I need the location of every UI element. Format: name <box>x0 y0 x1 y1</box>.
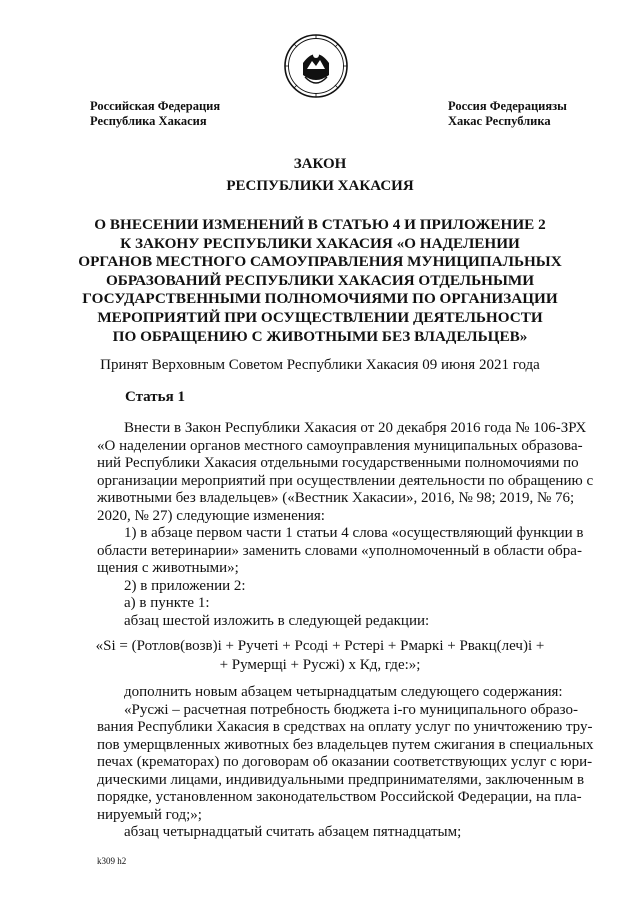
title-line: ПО ОБРАЩЕНИЮ С ЖИВОТНЫМИ БЕЗ ВЛАДЕЛЬЦЕВ» <box>112 327 528 345</box>
add-paragraph-line: дополнить новым абзацем четырнадцатым следующего содержания: <box>124 684 563 700</box>
text-line: щения с животными»; <box>97 560 239 576</box>
quote-line: дическими лицами, индивидуальными предпринимателями, заключенным в <box>97 771 585 788</box>
formula-line: «Si = (Ротлов(возв)i + Ручеті + Рсоді + Рстері + Рмаркі + Рвакц(леч)i + <box>95 638 545 654</box>
text-line: Внести в Закон Республики Хакасия от 20 декабря 2016 года № 106-ЗРХ <box>124 420 587 436</box>
article-heading: Статья 1 <box>125 389 185 405</box>
quote-line: порядке, установленном законодательством Российской Федерации, на пла- <box>97 789 582 805</box>
text-line: 1) в абзаце первом части 1 статьи 4 слова «осуществляющий функции в <box>124 525 584 541</box>
title-line: К ЗАКОНУ РЕСПУБЛИКИ ХАКАСИЯ «О НАДЕЛЕНИИ <box>120 234 520 252</box>
formula-line: + Румерщі + Русжі) х Кд, где:»; <box>219 656 421 673</box>
text-line: животными без владельцев» («Вестник Хакасии», 2016, № 98; 2019, № 76; <box>97 490 575 506</box>
title-line: ОБРАЗОВАНИЙ РЕСПУБЛИКИ ХАКАСИЯ ОТДЕЛЬНЫМИ <box>105 271 535 289</box>
renumber-line: абзац четырнадцатый считать абзацем пятнадцатым; <box>124 824 462 840</box>
text-line: «О наделении органов местного самоуправления муниципальных образова- <box>97 437 583 454</box>
header-left-line: Российская Федерация <box>90 99 221 113</box>
title-line: О ВНЕСЕНИИ ИЗМЕНЕНИЙ В СТАТЬЮ 4 И ПРИЛОЖЕНИЕ 2 <box>94 216 546 233</box>
quote-line: «Русжі – расчетная потребность бюджета і-го муниципального образо- <box>124 701 578 718</box>
footer-code: k309 h2 <box>97 856 127 866</box>
quote-line: нируемый год;»; <box>97 806 202 823</box>
header-right-line: Россия Федерациязы <box>448 99 567 113</box>
text-line: области ветеринарии» заменить словами «уполномоченный в области обра- <box>97 542 582 559</box>
adoption-note: Принят Верховным Советом Республики Хакасия 09 июня 2021 года <box>100 357 540 373</box>
header-left-line: Республика Хакасия <box>90 114 207 128</box>
title-line: ОРГАНОВ МЕСТНОГО САМОУПРАВЛЕНИЯ МУНИЦИПАЛЬНЫХ <box>78 253 562 271</box>
text-line: ний Республики Хакасия отдельными государственными полномочиями по <box>97 455 579 471</box>
document-title <box>0 216 640 346</box>
amendment-block <box>97 684 594 842</box>
document-kind-line: РЕСПУБЛИКИ ХАКАСИЯ <box>226 178 414 194</box>
quote-line: вания Республики Хакасия в средствах на оплату услуг по уничтожению тру- <box>97 719 593 735</box>
item-1-paragraph <box>97 525 584 630</box>
title-line: ГОСУДАРСТВЕННЫМИ ПОЛНОМОЧИЯМИ ПО ОРГАНИЗАЦИИ <box>82 290 558 308</box>
item-2a-instruction: абзац шестой изложить в следующей редакции: <box>124 612 430 629</box>
republic-emblem-icon <box>283 33 349 99</box>
document-kind <box>0 153 640 197</box>
text-line: организации мероприятий при осуществлении деятельности по обращению с <box>97 472 594 489</box>
item-2a-line: а) в пункте 1: <box>124 595 210 611</box>
header-left <box>90 99 220 129</box>
formula-block <box>0 637 640 674</box>
title-line: МЕРОПРИЯТИЙ ПРИ ОСУЩЕСТВЛЕНИИ ДЕЯТЕЛЬНОСТИ <box>97 308 543 326</box>
quote-line: пов умерщвленных животных без владельцев путем сжигания в специальных <box>97 736 594 753</box>
header-right-line: Хакас Республика <box>448 114 551 128</box>
item-2-line: 2) в приложении 2: <box>124 577 246 594</box>
document-kind-line: ЗАКОН <box>293 156 347 172</box>
text-line: 2020, № 27) следующие изменения: <box>97 507 325 524</box>
header-right <box>448 99 567 129</box>
intro-paragraph <box>97 420 594 525</box>
quote-line: печах (крематорах) по договорам об оказании соответствующих услуг с юри- <box>97 754 593 770</box>
